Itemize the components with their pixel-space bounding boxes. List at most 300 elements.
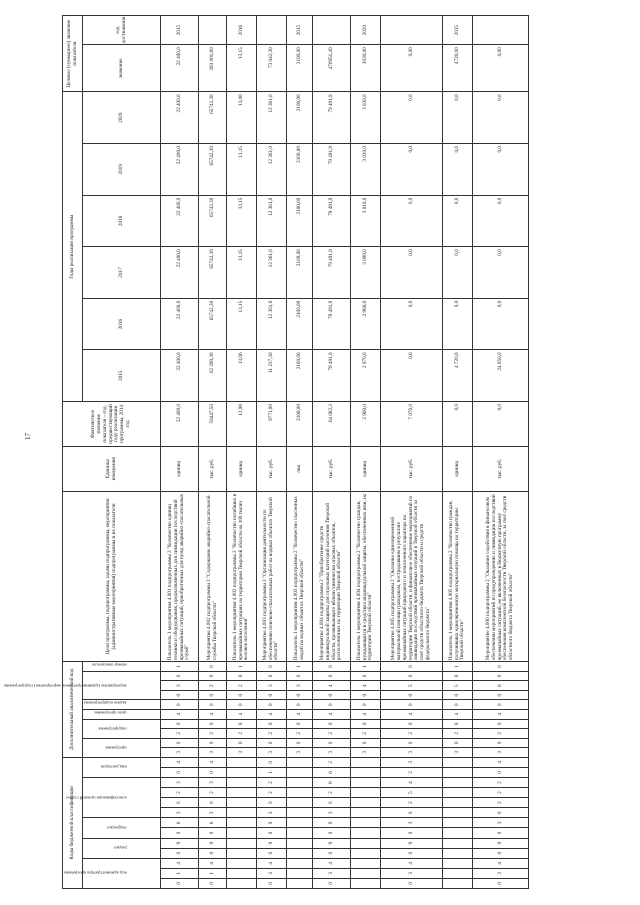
analytic-code-digit: 0 bbox=[313, 700, 351, 710]
analytic-code-digit: 0 bbox=[313, 738, 351, 748]
target-value: 393 001,80 bbox=[199, 45, 227, 92]
budget-code-digit: 0 bbox=[381, 878, 443, 888]
year-value: 0,0 bbox=[381, 298, 443, 350]
budget-code-digit: 0 bbox=[313, 878, 351, 888]
budget-code-digit bbox=[287, 878, 313, 888]
budget-code-digit: 0 bbox=[381, 848, 443, 858]
analytic-code-digit: 0 bbox=[443, 690, 473, 700]
analytic-code-digit: 0 bbox=[313, 671, 351, 681]
analytic-code-digit: 2 bbox=[287, 729, 313, 739]
analytic-code-digit: 0 bbox=[473, 690, 529, 700]
unit-cell: единиц bbox=[443, 446, 473, 491]
year-value: 12 361,0 bbox=[257, 144, 287, 196]
year-value: 3 020,0 bbox=[351, 144, 381, 196]
budget-code-digit: 0 bbox=[161, 848, 199, 858]
year-value: 65742,30 bbox=[199, 195, 227, 247]
budget-code-digit bbox=[443, 868, 473, 878]
budget-code-digit bbox=[443, 777, 473, 787]
analytic-code-digit: 0 bbox=[287, 700, 313, 710]
year-value: 0,0 bbox=[443, 144, 473, 196]
year-value: 79 491,9 bbox=[313, 247, 351, 299]
budget-code-digit: 0 bbox=[473, 767, 529, 777]
year-value: 65742,30 bbox=[199, 247, 227, 299]
analytic-code-digit: 2 bbox=[313, 729, 351, 739]
budget-code-digit bbox=[227, 868, 257, 878]
analytic-code-digit: 0 bbox=[161, 719, 199, 729]
analytic-code-digit: 0 bbox=[199, 719, 227, 729]
analytic-code-digit: 3 bbox=[161, 681, 199, 691]
budget-code-digit: 9 bbox=[257, 818, 287, 828]
years-group-header: Годы реализации программы bbox=[63, 92, 83, 402]
budget-code-digit: 3 bbox=[257, 868, 287, 878]
table-row bbox=[443, 16, 473, 889]
analytic-code-digit: 3 bbox=[313, 748, 351, 758]
fact-value: 12,98 bbox=[227, 402, 257, 447]
year-value: 2100,00 bbox=[287, 247, 313, 299]
table-row bbox=[199, 16, 227, 889]
year-header: 2019 bbox=[83, 144, 161, 196]
table-row bbox=[227, 16, 257, 889]
table-row bbox=[313, 16, 351, 889]
budget-code-digit: 0 bbox=[161, 798, 199, 808]
analytic-code-digit: 0 bbox=[313, 719, 351, 729]
analytic-code-digit: 0 bbox=[161, 738, 199, 748]
budget-code-digit: 9 bbox=[199, 838, 227, 848]
analytic-code-digit: 0 bbox=[257, 700, 287, 710]
unit-cell: тыс. руб. bbox=[313, 446, 351, 491]
analytic-code-digit: 3 bbox=[257, 681, 287, 691]
item-name: Показатель 1 мероприятия 4.003 подпрограммы 2 "Количество спасенных людей на водных объектах Тверской области" bbox=[287, 491, 313, 661]
year-value: 22 400,0 bbox=[161, 350, 199, 402]
budget-code-digit: 9 bbox=[381, 838, 443, 848]
target-value-header: значение bbox=[83, 45, 161, 92]
analytic-code-digit: 0 bbox=[227, 671, 257, 681]
budget-code-digit: 6 bbox=[161, 818, 199, 828]
year-value: 0,0 bbox=[473, 144, 529, 196]
unit-column-header: Единица измерения bbox=[63, 446, 161, 491]
year-value: 22 400,0 bbox=[161, 195, 199, 247]
budget-code-digit: 4 bbox=[199, 858, 227, 868]
budget-code-digit bbox=[443, 858, 473, 868]
year-value: 13,00 bbox=[227, 92, 257, 144]
analytic-code-digit: 3 bbox=[287, 748, 313, 758]
fact-value: 2100,00 bbox=[287, 402, 313, 447]
item-name: Показатель 1 мероприятия 4.001 подпрограммы 2 "Количество единиц техники и оборудования, предназначенных для ликвидации последствий чрезвычайных ситуаций, приобретенных для нужд аварийно-спасательных служб" bbox=[161, 491, 199, 661]
budget-code-digit: 0 bbox=[381, 808, 443, 818]
year-value: 79 491,9 bbox=[313, 195, 351, 247]
year-value: 79 491,9 bbox=[313, 144, 351, 196]
budget-code-digit bbox=[351, 818, 381, 828]
budget-code-digit: 4 bbox=[161, 858, 199, 868]
code-expense-header: вид расходов bbox=[83, 757, 161, 777]
analytic-code-digit: 0 bbox=[161, 671, 199, 681]
budget-code-digit bbox=[351, 757, 381, 767]
year-value: 0,0 bbox=[443, 195, 473, 247]
budget-code-digit: 9 bbox=[473, 838, 529, 848]
analytic-code-digit: 0 bbox=[351, 700, 381, 710]
analytic-code-digit: 0 bbox=[257, 662, 287, 672]
budget-code-digit bbox=[227, 848, 257, 858]
year-value: 65742,30 bbox=[199, 144, 227, 196]
budget-code-digit: 0 bbox=[257, 757, 287, 767]
budget-code-digit: 1 bbox=[161, 868, 199, 878]
budget-code-digit: 4 bbox=[257, 858, 287, 868]
budget-code-digit: 9 bbox=[313, 818, 351, 828]
target-year bbox=[381, 16, 443, 45]
table-row bbox=[351, 16, 381, 889]
analytic-code-digit: 0 bbox=[313, 662, 351, 672]
budget-code-digit: 2 bbox=[473, 798, 529, 808]
analytic-code-digit: 3 bbox=[161, 748, 199, 758]
analytic-code-digit: 0 bbox=[199, 700, 227, 710]
budget-code-digit: 3 bbox=[381, 818, 443, 828]
analytic-code-digit: 2 bbox=[351, 729, 381, 739]
budget-code-digit bbox=[227, 767, 257, 777]
analytic-code-digit: 2 bbox=[381, 729, 443, 739]
budget-code-digit: 2 bbox=[313, 788, 351, 798]
budget-code-digit: 9 bbox=[161, 838, 199, 848]
analytic-code-digit: 0 bbox=[443, 671, 473, 681]
year-value: 13,15 bbox=[227, 298, 257, 350]
budget-code-digit bbox=[351, 767, 381, 777]
target-value: 22 400,0 bbox=[161, 45, 199, 92]
budget-code-digit: 0 bbox=[257, 878, 287, 888]
budget-code-digit: 3 bbox=[313, 868, 351, 878]
year-value: 0,0 bbox=[473, 92, 529, 144]
unit-cell: лиц bbox=[287, 446, 313, 491]
analytic-code-digit: 0 bbox=[227, 738, 257, 748]
unit-cell: единиц bbox=[161, 446, 199, 491]
budget-code-digit bbox=[351, 868, 381, 878]
year-value: 0,0 bbox=[443, 92, 473, 144]
budget-code-digit bbox=[351, 777, 381, 787]
analytic-code-digit: 3 bbox=[351, 748, 381, 758]
budget-code-digit: 2 bbox=[257, 777, 287, 787]
budget-code-digit: 2 bbox=[257, 788, 287, 798]
target-value: 2100,00 bbox=[287, 45, 313, 92]
analytic-code-digit: 0 bbox=[381, 662, 443, 672]
budget-code-digit: 0 bbox=[199, 798, 227, 808]
a-program-header: программа bbox=[83, 738, 161, 757]
analytic-code-digit: 0 bbox=[227, 719, 257, 729]
budget-code-digit bbox=[227, 828, 257, 838]
fact-value: 9771,00 bbox=[257, 402, 287, 447]
item-name: Показатель 1 мероприятия 4.004 подпрограммы 2 "Количество граждан, нуждающихся в средствах индивидуальной защиты, обеспеченных ими, на территории Тверской области" bbox=[351, 491, 381, 661]
analytic-code-digit: 0 bbox=[351, 671, 381, 681]
budget-code-digit bbox=[287, 838, 313, 848]
a-task-header: задача подпрограммы bbox=[83, 700, 161, 710]
budget-code-digit: 0 bbox=[473, 808, 529, 818]
analytic-code-digit: 3 bbox=[443, 748, 473, 758]
table-row bbox=[257, 16, 287, 889]
target-year: 2015 bbox=[443, 16, 473, 45]
analytic-code-digit: 0 bbox=[473, 671, 529, 681]
budget-code-digit: 3 bbox=[161, 808, 199, 818]
budget-code-digit: 3 bbox=[199, 808, 227, 818]
target-value: 4720,00 bbox=[443, 45, 473, 92]
budget-code-digit: 4 bbox=[161, 757, 199, 767]
target-value: 3030,00 bbox=[351, 45, 381, 92]
table-row bbox=[287, 16, 313, 889]
budget-code-digit bbox=[287, 788, 313, 798]
analytic-code-digit: 2 bbox=[199, 681, 227, 691]
year-value: 13,15 bbox=[227, 247, 257, 299]
analytic-code-digit: 0 bbox=[257, 671, 287, 681]
year-value: 0,0 bbox=[381, 144, 443, 196]
year-header: 2016 bbox=[83, 298, 161, 350]
budget-code-digit bbox=[443, 838, 473, 848]
budget-code-digit: 0 bbox=[257, 828, 287, 838]
analytic-code-digit: 2 bbox=[227, 729, 257, 739]
budget-code-digit: 0 bbox=[381, 828, 443, 838]
budget-code-digit bbox=[443, 808, 473, 818]
year-value: 12 361,0 bbox=[257, 298, 287, 350]
budget-code-digit: 3 bbox=[199, 777, 227, 787]
budget-code-digit bbox=[351, 828, 381, 838]
year-value: 2100,00 bbox=[287, 298, 313, 350]
budget-code-digit: 5 bbox=[381, 788, 443, 798]
target-value: 0,00 bbox=[473, 45, 529, 92]
budget-code-digit: 2 bbox=[313, 757, 351, 767]
budget-code-digit bbox=[443, 828, 473, 838]
a-subprogram-header: подпрограмма bbox=[83, 719, 161, 738]
budget-code-digit bbox=[287, 808, 313, 818]
code-subsection-header: подраздел bbox=[83, 818, 161, 838]
target-value: 476951,40 bbox=[313, 45, 351, 92]
analytic-code-digit: 0 bbox=[351, 738, 381, 748]
budget-code-digit: 0 bbox=[199, 767, 227, 777]
unit-cell: единиц bbox=[351, 446, 381, 491]
budget-code-digit bbox=[227, 818, 257, 828]
year-value: 13,15 bbox=[227, 195, 257, 247]
analytic-code-digit: 0 bbox=[199, 662, 227, 672]
a-goal-header: цель программы bbox=[83, 709, 161, 719]
analytic-code-digit: 4 bbox=[161, 709, 199, 719]
analytic-code-digit: 0 bbox=[473, 662, 529, 672]
budget-code-digit: 3 bbox=[473, 868, 529, 878]
budget-code-digit bbox=[443, 757, 473, 767]
budget-code-digit bbox=[443, 788, 473, 798]
analytic-code-digit: 2 bbox=[443, 729, 473, 739]
fact-value: 0,0 bbox=[473, 402, 529, 447]
budget-code-digit: 0 bbox=[161, 828, 199, 838]
budget-code-digit bbox=[351, 858, 381, 868]
budget-code-digit: 1 bbox=[199, 868, 227, 878]
fact-value: 64 082,3 bbox=[313, 402, 351, 447]
budget-code-digit bbox=[227, 858, 257, 868]
budget-code-digit: 3 bbox=[257, 808, 287, 818]
budget-code-digit bbox=[287, 757, 313, 767]
budget-code-digit bbox=[443, 848, 473, 858]
analytic-code-digit: 0 bbox=[199, 671, 227, 681]
analytic-code-digit: 1 bbox=[351, 662, 381, 672]
year-value: 3 010,0 bbox=[351, 195, 381, 247]
analytic-code-digit: 2 bbox=[161, 729, 199, 739]
budget-code-digit: 3 bbox=[161, 777, 199, 787]
year-value: 12 361,0 bbox=[257, 92, 287, 144]
a-indicator-header: номер показателя bbox=[83, 662, 161, 672]
budget-code-digit: 0 bbox=[257, 848, 287, 858]
budget-code-digit: 0 bbox=[313, 848, 351, 858]
year-value: 2 980,0 bbox=[351, 298, 381, 350]
budget-code-digit: 8 bbox=[313, 777, 351, 787]
analytic-code-digit: 2 bbox=[473, 729, 529, 739]
analytic-code-digit: 1 bbox=[443, 662, 473, 672]
budget-code-digit: 3 bbox=[313, 808, 351, 818]
budget-code-digit bbox=[351, 878, 381, 888]
analytic-code-digit: 0 bbox=[257, 738, 287, 748]
budget-code-digit: 0 bbox=[161, 878, 199, 888]
budget-code-digit bbox=[351, 838, 381, 848]
year-value: 2100,00 bbox=[287, 350, 313, 402]
year-value: 0,0 bbox=[381, 247, 443, 299]
item-name: Показатель 1 мероприятия 4.002 подпрограммы 2 "Количество погибших в чрезвычайных ситуациях на территории Тверской области на 100 тысяч человек населения" bbox=[227, 491, 257, 661]
analytic-code-digit: 0 bbox=[287, 719, 313, 729]
fact-value: 59447,50 bbox=[199, 402, 227, 447]
year-value: 24 050,0 bbox=[473, 350, 529, 402]
year-value: 2100,00 bbox=[287, 144, 313, 196]
budget-code-digit: 0 bbox=[161, 767, 199, 777]
year-value: 13,15 bbox=[227, 144, 257, 196]
code-section-header: раздел bbox=[83, 838, 161, 858]
budget-code-digit: 4 bbox=[381, 858, 443, 868]
analytic-code-digit: 0 bbox=[473, 700, 529, 710]
analytic-code-digit: 5 bbox=[443, 681, 473, 691]
item-name: Мероприятие 4.003 подпрограммы 2 "Организация деятельности по обеспечению поисково-спасательных работ на водных объектах Тверской области" bbox=[257, 491, 287, 661]
rotated-page bbox=[3, 15, 538, 889]
unit-cell: тыс. руб. bbox=[473, 446, 529, 491]
analytic-code-digit: 0 bbox=[381, 719, 443, 729]
year-value: 12 361,0 bbox=[257, 195, 287, 247]
analytic-code-digit: 2 bbox=[257, 729, 287, 739]
year-value: 22 400,0 bbox=[161, 92, 199, 144]
year-value: 22 400,0 bbox=[161, 247, 199, 299]
analytic-code-digit: 4 bbox=[473, 709, 529, 719]
budget-code-digit: 0 bbox=[473, 848, 529, 858]
year-value: 65742,30 bbox=[199, 298, 227, 350]
analytic-code-digit: 0 bbox=[287, 690, 313, 700]
analytic-code-digit: 0 bbox=[199, 738, 227, 748]
budget-code-digit: 2 bbox=[381, 767, 443, 777]
year-value: 62 290,30 bbox=[199, 350, 227, 402]
target-value: 73 042,30 bbox=[257, 45, 287, 92]
year-value: 0,0 bbox=[443, 247, 473, 299]
year-value: 0,0 bbox=[381, 350, 443, 402]
year-value: 2 970,0 bbox=[351, 350, 381, 402]
budget-code-digit: 0 bbox=[257, 798, 287, 808]
budget-code-digit bbox=[287, 868, 313, 878]
fact-column-header: Фактическое значение показателя – год, предшествующий году реализации программы, 2014 год bbox=[63, 402, 161, 447]
budget-code-digit bbox=[227, 788, 257, 798]
analytic-code-digit: 4 bbox=[313, 709, 351, 719]
budget-code-digit: 1 bbox=[257, 767, 287, 777]
code-target-header: классификация целевой статьи bbox=[83, 777, 161, 817]
budget-code-digit bbox=[287, 777, 313, 787]
budget-code-digit bbox=[287, 767, 313, 777]
target-value: 13,15 bbox=[227, 45, 257, 92]
item-name: Мероприятие 4.006 подпрограммы 2 "Оказание содействия в финансовом обеспечении мероприятий по предупреждению и ликвидации последствий чрезвычайных ситуаций, не включенных в бюджетную программу обеспечения комплексной безопасности Тверской области, за счет средств областного бюджета Тверской области" bbox=[473, 491, 529, 661]
budget-code-digit bbox=[287, 818, 313, 828]
target-year bbox=[199, 16, 227, 45]
year-header: 2018 bbox=[83, 195, 161, 247]
year-value: 2100,00 bbox=[287, 92, 313, 144]
analytic-code-digit: 0 bbox=[287, 671, 313, 681]
year-value: 79 491,9 bbox=[313, 298, 351, 350]
table-row bbox=[381, 16, 443, 889]
budget-code-digit bbox=[287, 798, 313, 808]
analytic-code-digit: 0 bbox=[443, 738, 473, 748]
analytic-code-digit: 0 bbox=[161, 700, 199, 710]
target-year bbox=[473, 16, 529, 45]
analytic-code-digit: 1 bbox=[287, 662, 313, 672]
analytic-code-digit: 3 bbox=[381, 748, 443, 758]
budget-code-digit bbox=[227, 838, 257, 848]
analytic-code-digit: 0 bbox=[199, 690, 227, 700]
year-value: 0,0 bbox=[473, 195, 529, 247]
analytic-code-digit: 3 bbox=[227, 748, 257, 758]
budget-code-digit: 4 bbox=[473, 858, 529, 868]
year-value: 3 030,0 bbox=[351, 92, 381, 144]
fact-value: 2 960,0 bbox=[351, 402, 381, 447]
analytic-code-digit: 3 bbox=[287, 681, 313, 691]
year-value: 11 237,30 bbox=[257, 350, 287, 402]
year-header: 2017 bbox=[83, 247, 161, 299]
year-header: 2015 bbox=[83, 350, 161, 402]
item-name: Мероприятие 4.005 подпрограммы 2 "Оказание единовременной материальной помощи гражданам, пострадавшим в результате чрезвычайных ситуаций природного и техногенного характера на территории Тверской области, и финансовое обеспечение мероприятий по ликвидации последствий чрезвычайных ситуаций в Тверской области за счет средств областного бюджета Тверской области и средств федерального бюджета" bbox=[381, 491, 443, 661]
year-value: 2100,00 bbox=[287, 195, 313, 247]
analytic-code-digit: 0 bbox=[381, 671, 443, 681]
analytic-code-digit: 3 bbox=[473, 748, 529, 758]
budget-code-digit bbox=[287, 848, 313, 858]
analytic-code-digit: 5 bbox=[381, 681, 443, 691]
year-value: 4 720,0 bbox=[443, 350, 473, 402]
analytic-code-digit: 0 bbox=[381, 700, 443, 710]
budget-code-digit: 2 bbox=[161, 788, 199, 798]
budget-code-digit: 4 bbox=[473, 757, 529, 767]
analytic-code-digit: 4 bbox=[381, 709, 443, 719]
budget-code-digit: 9 bbox=[257, 838, 287, 848]
analytic-code-digit: 4 bbox=[199, 709, 227, 719]
budget-code-digit: 2 bbox=[199, 788, 227, 798]
budget-code-digit bbox=[287, 828, 313, 838]
budget-code-digit: 4 bbox=[381, 777, 443, 787]
table-body bbox=[161, 16, 529, 889]
year-value: 0,0 bbox=[473, 247, 529, 299]
target-year bbox=[313, 16, 351, 45]
budget-code-digit: 0 bbox=[313, 798, 351, 808]
analytic-code-digit: 4 bbox=[351, 709, 381, 719]
budget-code-digit bbox=[351, 788, 381, 798]
year-value: 0,0 bbox=[381, 195, 443, 247]
unit-cell: единиц bbox=[227, 446, 257, 491]
budget-code-digit bbox=[227, 757, 257, 767]
target-year: 2020 bbox=[351, 16, 381, 45]
target-year: 2015 bbox=[287, 16, 313, 45]
budget-code-digit bbox=[287, 858, 313, 868]
budget-code-digit: 3 bbox=[473, 818, 529, 828]
budget-code-digit bbox=[443, 767, 473, 777]
budget-code-digit: 0 bbox=[199, 878, 227, 888]
page-number: 17 bbox=[24, 433, 32, 440]
analytic-code-digit: 4 bbox=[287, 709, 313, 719]
analytic-code-digit: 6 bbox=[473, 681, 529, 691]
target-year: 2016 bbox=[227, 16, 257, 45]
analytic-code-digit: 0 bbox=[227, 690, 257, 700]
budget-code-digit: 2 bbox=[473, 777, 529, 787]
unit-cell: тыс. руб. bbox=[381, 446, 443, 491]
target-group-header: Целевое (суммарное) значение показателя bbox=[63, 16, 83, 92]
a-measure-header: мероприятие (административное мероприятие) подпрограммы bbox=[83, 671, 161, 700]
